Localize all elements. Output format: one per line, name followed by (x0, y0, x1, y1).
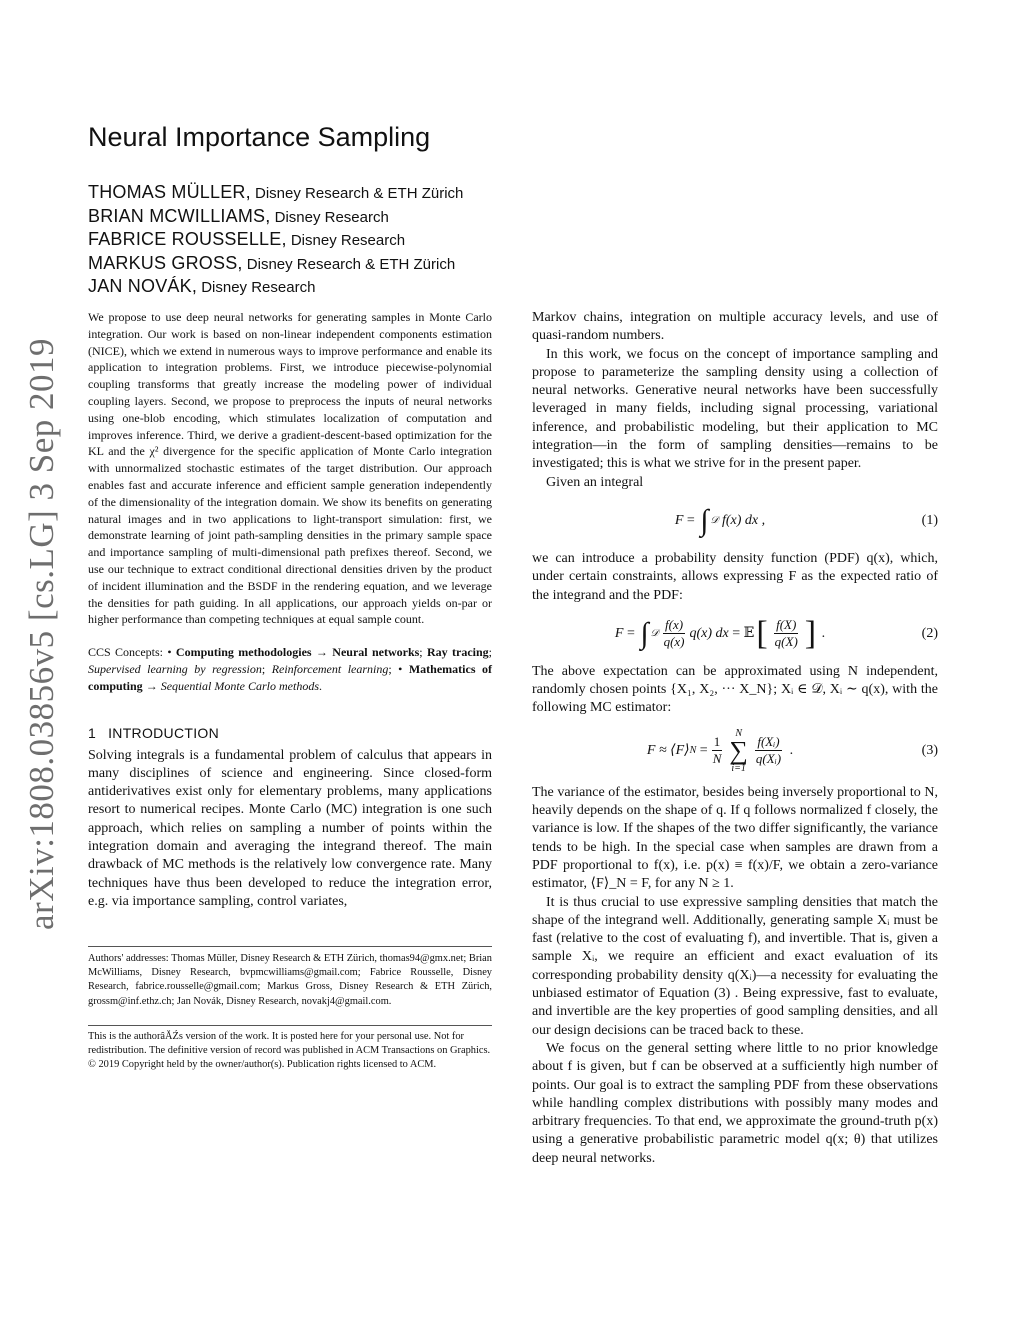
author-name: JAN NOVÁK, (88, 276, 198, 297)
summation (729, 728, 748, 774)
equation-3 (532, 722, 938, 780)
copyright-footnote (88, 1030, 492, 1073)
expectation-symbol: 𝔼 (743, 626, 755, 642)
section-number: 1 (88, 724, 97, 741)
eq-symbol: = (626, 625, 635, 641)
fraction-numerator: f(X) (776, 617, 797, 633)
fraction (754, 734, 783, 767)
eq-subscript: N (689, 745, 697, 757)
sigma-symbol: ∑ (729, 735, 748, 765)
paragraph: It is thus crucial to use expressive sampling densities that match the shape of the integrand well. Additionally, generating sample Xᵢ must be fast (relative to the cost of evaluating f), and invertible. That is, given a sample Xᵢ, we require an efficient and exact evaluation of its corresponding probability density q(Xᵢ)—a necessity for evaluating the unbiased estimator of Equation (3) . Being expressive, fast to evaluate, and invertible are the key properties of good sampling densities, and all our design decisions can be traced back to these. (532, 894, 938, 1038)
equation-number: (3) (921, 742, 938, 758)
paragraph: We focus on the general setting where little to no prior knowledge about f is given, but f can be observed at a sufficiently high number of points. Our goal is to extract the sampling PDF from these observations while handling complex distributions with possibly many modes and arbitrary frequencies. To that end, we approximate the ground-truth p(x) using a generative probabilistic parametric model q(x; θ) that utilizes deep neural networks. (532, 1040, 938, 1166)
fraction-denominator: q(Xᵢ) (755, 751, 782, 767)
author-name: THOMAS MÜLLER, (88, 182, 251, 202)
ccs-concept: Supervised learning by regression (88, 661, 262, 676)
author-entry (88, 229, 463, 253)
ccs-concept: Reinforcement learning (271, 661, 389, 676)
author-affiliation: Disney Research (270, 208, 389, 226)
eq-symbol: F ≈ ⟨F⟩ (646, 743, 690, 759)
fraction (711, 734, 724, 767)
bracket: ] (804, 614, 817, 652)
ccs-concepts (88, 644, 492, 694)
author-affiliation: Disney Research (286, 232, 406, 250)
author-name: FABRICE ROUSSELLE, (88, 229, 287, 250)
author-list (88, 182, 463, 300)
ccs-arrow: → (142, 678, 161, 693)
fraction (773, 617, 800, 650)
author-entry (88, 182, 463, 206)
fraction-denominator: q(x) (663, 634, 685, 650)
paper-title: Neural Importance Sampling (88, 122, 431, 152)
sum-lower-limit: i=1 (731, 762, 746, 774)
ccs-concept: Mathematics of computing (88, 661, 492, 693)
ccs-concept: Sequential Monte Carlo methods (160, 678, 320, 693)
ccs-concept: Computing methodologies (175, 645, 312, 660)
paragraph: In this work, we focus on the concept of importance sampling and propose to parameterize the sampling density using a collection of neural networks. Generative neural networks have been successfully leveraged in many fields, including signal processing, variational inference, and probabilistic modeling, but their application to MC integration—in the form of sampling densities—remains to be investigated; this is what we strive for in the present paper. (532, 346, 938, 472)
equation-formula (532, 722, 908, 780)
bracket: [ (756, 614, 768, 652)
author-name: BRIAN MCWILLIAMS, (88, 205, 271, 226)
eq-symbol: F (614, 625, 624, 641)
authors-addresses-footnote: Authors' addresses: Thomas Müller, Disney Research & ETH Zürich, thomas94@gmx.net; Brian McWilliams, Disney Research, bvpmcwilliams@gmail.com; Fabrice Rousselle, Disney Research, fabrice.rousselle@gmail.com; Markus Gross, Disney Research & ETH Zürich, grossm@inf.ethz.ch; Jan Novák, Disney Research, novakj4@gmail.com. (88, 953, 492, 1007)
ccs-separator: ; (488, 645, 492, 660)
eq-symbol: f(x) dx , (722, 512, 766, 528)
paragraph: The variance of the estimator, besides being inversely proportional to N, heavily depends on the shape of q. If q follows normalized f closely, the variance is low. If the shapes of the two differ significantly, the variance tends to be high. In the special case when samples are drawn from a PDF proportional to f(x), i.e. p(x) ≡ f(x)/F, we obtain a zero-variance estimator, ⟨F⟩_N = F, for any N ≥ 1. (532, 784, 938, 892)
ccs-separator: ; (419, 645, 427, 660)
ccs-concept: Neural networks (332, 645, 420, 660)
ccs-end: . (319, 678, 323, 693)
author-name: MARKUS GROSS, (88, 252, 243, 273)
eq-symbol: = (732, 625, 741, 641)
paragraph: Markov chains, integration on multiple accuracy levels, and use of quasi-random numbers. (532, 310, 938, 344)
footnote-divider (88, 1025, 492, 1026)
equation-formula (532, 609, 908, 659)
fraction-numerator: 1 (713, 734, 721, 750)
eq-symbol: = (686, 512, 695, 528)
equation-number: (1) (921, 512, 938, 528)
fraction (662, 617, 687, 650)
copyright-note: © 2019 Copyright held by the owner/author(s). Publication rights licensed to ACM. (88, 1059, 437, 1071)
paragraph: we can introduce a probability density function (PDF) q(x), which, under certain constraints, allows expressing F as the expected ratio of the integrand and the PDF: (532, 550, 938, 603)
integral-sign: ∫ (640, 616, 649, 650)
author-entry (88, 253, 463, 277)
equation-formula (532, 496, 908, 546)
fraction-denominator: N (712, 751, 722, 767)
ccs-arrow: → (311, 645, 333, 660)
sum-upper-limit: N (735, 727, 742, 739)
integral-sign: ∫ (700, 503, 709, 537)
eq-subscript: 𝒟 (650, 628, 659, 640)
eq-symbol: = (699, 742, 708, 758)
footnote-divider (88, 946, 492, 947)
intro-paragraph: Solving integrals is a fundamental problem of calculus that appears in many disciplines of science and engineering. Since closed-form antiderivatives exist only for elementary problems, many applications resort to numerical recipes. Monte Carlo (MC) integration is one such approach, which relies on sampling a number of points within the integration domain and averaging the integrand thereof. The main drawback of MC methods is the relatively low convergence rate. Many techniques have thus been developed to reduce the integration error, e.g. via importance sampling, control variates, (88, 747, 492, 909)
equation-number: (2) (921, 625, 938, 641)
fraction-denominator: q(X) (774, 634, 798, 650)
eq-symbol: . (789, 742, 794, 758)
author-affiliation: Disney Research & ETH Zürich (242, 255, 456, 273)
equation-1 (532, 496, 938, 546)
author-affiliation: Disney Research (197, 279, 316, 297)
ccs-prefix: CCS Concepts: • (88, 645, 176, 660)
fraction-numerator: f(x) (665, 617, 684, 633)
author-entry (88, 276, 463, 300)
paragraph: Given an integral (546, 474, 644, 490)
eq-symbol: . (821, 625, 826, 641)
equation-2 (532, 609, 938, 659)
version-note: This is the authorâĂŹs version of the work. It is posted here for your personal use. Not for redistribution. The definitive version of record was published in ACM Transactions on Graphics. (88, 1031, 491, 1057)
eq-symbol: F (674, 512, 684, 528)
author-entry (88, 206, 463, 230)
arxiv-identifier[interactable]: arXiv:1808.03856v5 [cs.LG] 3 Sep 2019 (22, 337, 61, 930)
left-column (88, 309, 492, 911)
ccs-separator: ; • (388, 661, 409, 676)
section-heading (88, 725, 492, 741)
eq-subscript: 𝒟 (710, 515, 719, 527)
section-title: INTRODUCTION (108, 724, 220, 741)
paragraph: The above expectation can be approximated using N independent, randomly chosen points {X₁, X₂, ··· X_N}; Xᵢ ∈ 𝒟, Xᵢ ∼ q(x), with the following MC estimator: (532, 663, 938, 716)
eq-symbol: q(x) dx (689, 625, 729, 641)
ccs-concept: Ray tracing (426, 645, 489, 660)
right-column (532, 309, 938, 1168)
ccs-separator: ; (261, 661, 272, 676)
abstract: We propose to use deep neural networks for generating samples in Monte Carlo integration. Our work is based on non-linear independent components estimation (NICE), which we extend in numerous ways to improve performance and enable its application to integration problems. First, we introduce piecewise-polynomial coupling transforms that greatly increase the modeling power of individual coupling layers. Second, we propose to preprocess the inputs of neural networks using one-blob encoding, which stimulates localization of computation and improves inference. Third, we derive a gradient-descent-based optimization for the KL and the χ² divergence for the specific application of Monte Carlo integration with unnormalized stochastic estimates of the target distribution. Our approach enables fast and accurate inference and efficient sample generation independently of the dimensionality of the integration domain. We show its benefits on generating natural images and in two applications to light-transport simulation: first, we demonstrate learning of joint path-sampling densities in the primary sample space and importance sampling of multi-dimensional path prefixes thereof. Second, we use our technique to extract conditional directional densities driven by the product of incident illumination and the BSDF in the rendering equation, and we leverage the densities for path guiding. In all applications, our approach yields on-par or higher performance than competing techniques at equal sample count. (88, 310, 492, 627)
author-affiliation: Disney Research & ETH Zürich (250, 185, 464, 202)
fraction-numerator: f(Xᵢ) (757, 734, 780, 750)
